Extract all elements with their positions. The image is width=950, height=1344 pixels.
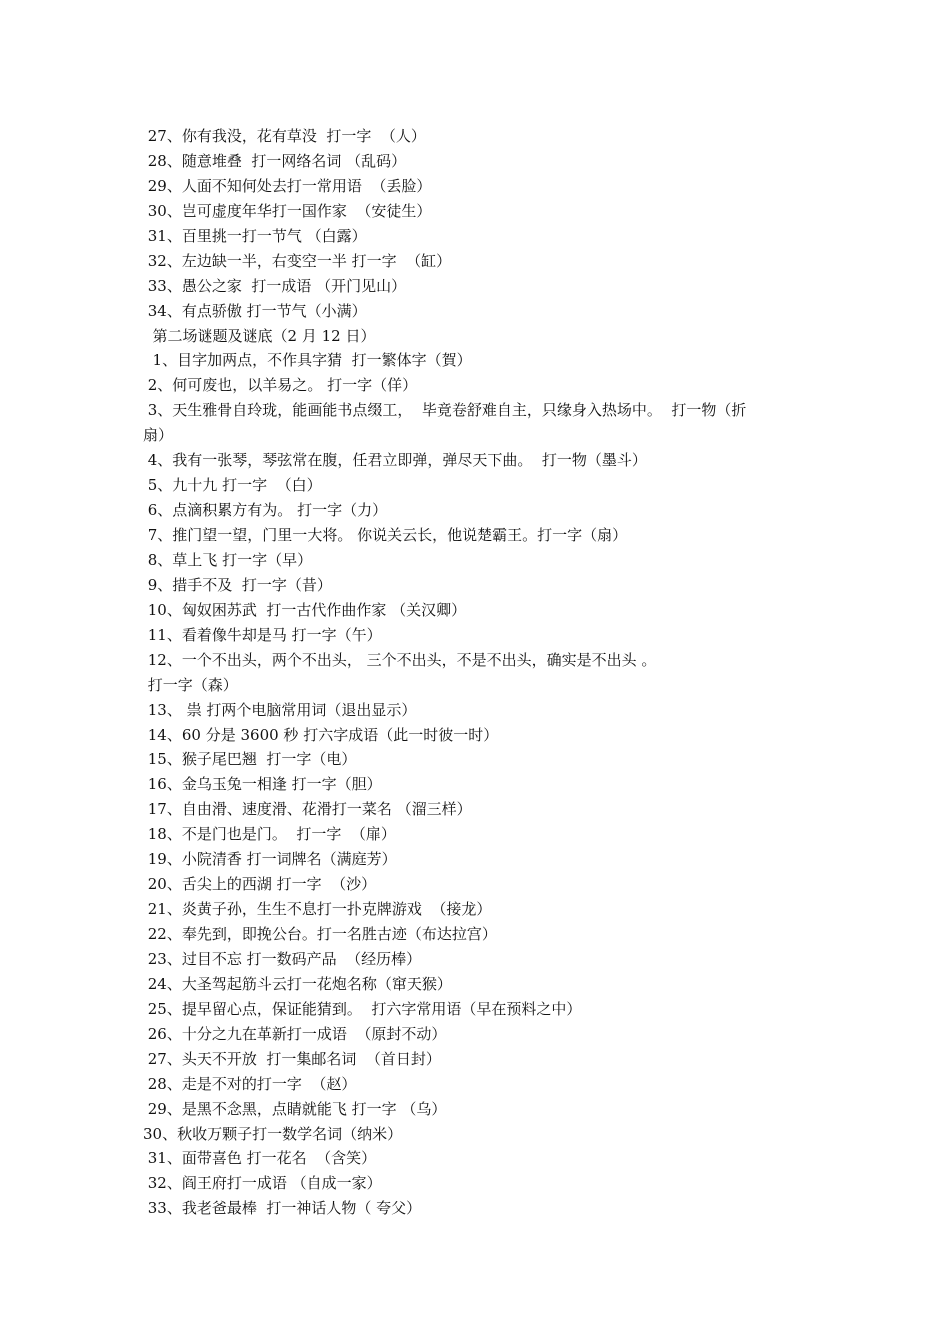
text-line: 24、大圣驾起筋斗云打一花炮名称（窜天猴） — [143, 974, 452, 993]
text-line: 29、是黑不念黑，点睛就能飞 打一字 （乌） — [143, 1099, 447, 1118]
riddle-list — [143, 124, 823, 1221]
text-line: 8、草上飞 打一字（早） — [143, 550, 313, 569]
text-line: 16、金乌玉兔一相逢 打一字（胆） — [143, 775, 382, 794]
text-line: 33、我老爸最棒 打一神话人物（ 夸父） — [143, 1199, 422, 1218]
text-line: 28、随意堆叠 打一网络名词 （乱码） — [143, 151, 407, 170]
text-line: 扇） — [143, 426, 174, 445]
text-line: 4、我有一张琴，琴弦常在腹，任君立即弹，弹尽天下曲。 打一物（墨斗） — [143, 451, 647, 470]
text-line: 3、天生雅骨自玲珑，能画能书点缀工， 毕竟卷舒难自主，只缘身入热场中。 打一物（折 — [143, 401, 747, 420]
text-line: 打一字（森） — [143, 675, 238, 694]
text-line: 30、岂可虚度年华打一国作家 （安徒生） — [143, 201, 432, 220]
text-line: 10、匈奴困苏武 打一古代作曲作家 （关汉卿） — [143, 600, 467, 619]
text-line: 28、走是不对的打一字 （赵） — [143, 1074, 357, 1093]
text-line: 34、有点骄傲 打一节气（小满） — [143, 301, 367, 320]
text-line: 19、小院清香 打一词牌名（满庭芳） — [143, 850, 397, 869]
text-line: 14、60 分是 3600 秒 打六字成语（此一时彼一时） — [143, 725, 499, 744]
text-line: 第二场谜题及谜底（2 月 12 日） — [143, 326, 376, 345]
text-line: 29、人面不知何处去打一常用语 （丢脸） — [143, 176, 432, 195]
text-line: 1、目字加两点，不作具字猜 打一繁体字（賀） — [143, 351, 472, 370]
text-line: 7、推门望一望，门里一大将。 你说关云长，他说楚霸王。打一字（扇） — [143, 526, 628, 544]
text-line: 12、一个不出头，两个不出头， 三个不出头，不是不出头，确实是不出头 。 — [143, 650, 657, 669]
text-line: 11、看着像牛却是马 打一字（午） — [143, 625, 382, 644]
text-line: 13、 祟 打两个电脑常用词（退出显示） — [143, 700, 417, 719]
text-line: 30、秋收万颗子打一数学名词（纳米） — [143, 1124, 403, 1143]
text-line: 31、面带喜色 打一花名 （含笑） — [143, 1149, 377, 1168]
text-line: 32、阎王府打一成语 （自成一家） — [143, 1174, 382, 1193]
text-line: 2、何可废也，以羊易之。 打一字（佯） — [143, 376, 418, 395]
text-line: 26、十分之九在革新打一成语 （原封不动） — [143, 1024, 447, 1043]
text-line: 27、头天不开放 打一集邮名词 （首日封） — [143, 1049, 441, 1068]
text-line: 6、点滴积累方有为。 打一字（力） — [143, 501, 388, 520]
text-line: 32、左边缺一半，右变空一半 打一字 （缸） — [143, 251, 452, 270]
text-line: 25、提早留心点，保证能猜到。 打六字常用语（早在预料之中） — [143, 999, 582, 1018]
text-line: 18、不是门也是门。 打一字 （扉） — [143, 825, 396, 844]
text-line: 23、过目不忘 打一数码产品 （经历棒） — [143, 949, 422, 968]
text-line: 31、百里挑一打一节气 （白露） — [143, 226, 367, 245]
text-line: 21、炎黄子孙，生生不息打一扑克牌游戏 （接龙） — [143, 900, 492, 919]
text-line: 17、自由滑、速度滑、花滑打一菜名 （溜三样） — [143, 800, 472, 819]
text-line: 22、奉先到，即挽公台。打一名胜古迹（布达拉宫） — [143, 925, 497, 943]
text-line: 27、你有我没，花有草没 打一字 （人） — [143, 127, 426, 145]
text-line: 9、措手不及 打一字（昔） — [143, 575, 332, 594]
text-line: 5、九十九 打一字 （白） — [143, 476, 322, 495]
text-line: 15、猴子尾巴翘 打一字（电） — [143, 750, 357, 769]
text-line: 33、愚公之家 打一成语 （开门见山） — [143, 276, 407, 295]
text-line: 20、舌尖上的西湖 打一字 （沙） — [143, 875, 377, 894]
